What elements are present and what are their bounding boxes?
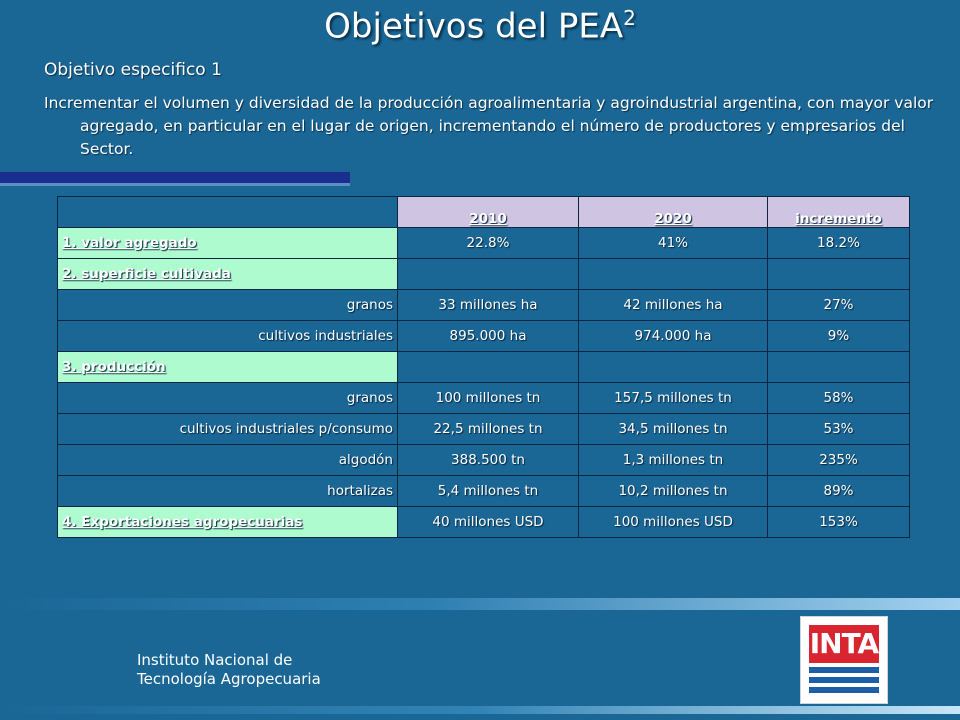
table-row bbox=[58, 352, 910, 383]
value-2020: 157,5 millones tn bbox=[579, 383, 768, 414]
value-incremento: 53% bbox=[768, 414, 910, 445]
value-2020: 42 millones ha bbox=[579, 290, 768, 321]
row-label: 1. valor agregado bbox=[58, 228, 398, 259]
table-row bbox=[58, 445, 910, 476]
footer-band-bottom bbox=[0, 706, 960, 714]
value-2010: 388.500 tn bbox=[398, 445, 579, 476]
value-2010: 40 millones USD bbox=[398, 507, 579, 538]
slide-title-superscript: 2 bbox=[623, 6, 636, 30]
value-incremento: 89% bbox=[768, 476, 910, 507]
institution-line-2: Tecnología Agropecuaria bbox=[137, 670, 321, 688]
objectives-table bbox=[57, 196, 910, 538]
value-2020: 974.000 ha bbox=[579, 321, 768, 352]
decorative-bar-underline bbox=[0, 183, 350, 186]
table-header-row bbox=[58, 197, 910, 228]
table-row bbox=[58, 290, 910, 321]
value-incremento: 235% bbox=[768, 445, 910, 476]
value-incremento bbox=[768, 352, 910, 383]
footer-band bbox=[0, 598, 960, 610]
value-2010 bbox=[398, 259, 579, 290]
row-label: cultivos industriales bbox=[58, 321, 398, 352]
value-incremento: 18.2% bbox=[768, 228, 910, 259]
value-2020 bbox=[579, 352, 768, 383]
value-2020: 34,5 millones tn bbox=[579, 414, 768, 445]
value-2010: 5,4 millones tn bbox=[398, 476, 579, 507]
value-2010: 100 millones tn bbox=[398, 383, 579, 414]
row-label: 3. producción bbox=[58, 352, 398, 383]
table-row bbox=[58, 321, 910, 352]
value-2010 bbox=[398, 352, 579, 383]
value-2020: 100 millones USD bbox=[579, 507, 768, 538]
inta-logo-text: INTA bbox=[809, 625, 879, 663]
value-incremento: 27% bbox=[768, 290, 910, 321]
table-row bbox=[58, 414, 910, 445]
slide-title-text: Objetivos del PEA bbox=[324, 6, 624, 47]
value-incremento: 153% bbox=[768, 507, 910, 538]
value-incremento: 58% bbox=[768, 383, 910, 414]
slide-subtitle: Objetivo especifico 1 bbox=[44, 60, 222, 80]
table-header-incremento: incremento bbox=[768, 197, 910, 228]
row-label: 2. superficie cultivada bbox=[58, 259, 398, 290]
table-row bbox=[58, 476, 910, 507]
row-label: algodón bbox=[58, 445, 398, 476]
table-row bbox=[58, 383, 910, 414]
row-label: 4. Exportaciones agropecuarias bbox=[58, 507, 398, 538]
inta-logo bbox=[800, 616, 888, 704]
value-incremento bbox=[768, 259, 910, 290]
table-header-2020: 2020 bbox=[579, 197, 768, 228]
table-header-empty bbox=[58, 197, 398, 228]
row-label: granos bbox=[58, 383, 398, 414]
table-header-2010: 2010 bbox=[398, 197, 579, 228]
slide-title bbox=[0, 6, 960, 46]
value-2020: 1,3 millones tn bbox=[579, 445, 768, 476]
inta-logo-stripes bbox=[809, 667, 879, 697]
value-2010: 33 millones ha bbox=[398, 290, 579, 321]
value-2010: 22.8% bbox=[398, 228, 579, 259]
institution-line-1: Instituto Nacional de bbox=[137, 651, 293, 669]
value-2010: 895.000 ha bbox=[398, 321, 579, 352]
value-2020: 10,2 millones tn bbox=[579, 476, 768, 507]
table-row bbox=[58, 228, 910, 259]
row-label: granos bbox=[58, 290, 398, 321]
institution-name bbox=[137, 651, 321, 689]
table-row bbox=[58, 507, 910, 538]
value-2020: 41% bbox=[579, 228, 768, 259]
row-label: hortalizas bbox=[58, 476, 398, 507]
value-incremento: 9% bbox=[768, 321, 910, 352]
row-label: cultivos industriales p/consumo bbox=[58, 414, 398, 445]
value-2020 bbox=[579, 259, 768, 290]
value-2010: 22,5 millones tn bbox=[398, 414, 579, 445]
table-row bbox=[58, 259, 910, 290]
objective-description: Incrementar el volumen y diversidad de la producción agroalimentaria y agroindustrial argentina, con mayor valor agregado, en particular en el lugar de origen, incrementando el número de productores y empresarios del Sector. bbox=[44, 94, 934, 158]
